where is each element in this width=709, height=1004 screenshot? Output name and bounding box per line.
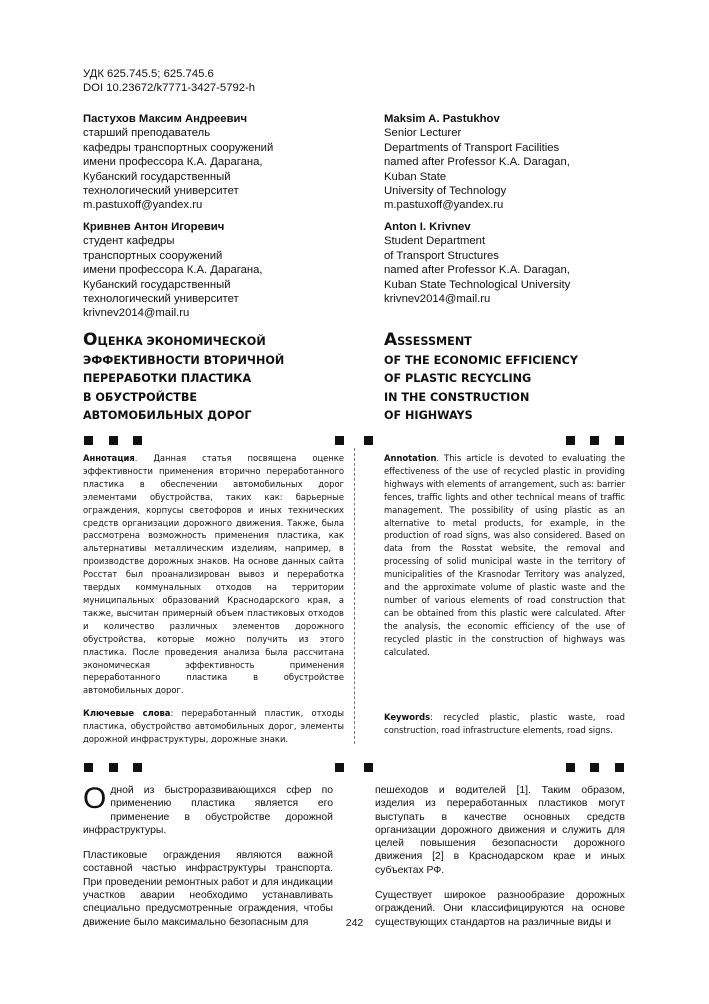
title-line: В ОБУСТРОЙСТВЕ bbox=[83, 390, 198, 404]
udk-code: УДК 625.745.5; 625.745.6 bbox=[83, 68, 214, 80]
header bbox=[83, 67, 255, 96]
body-left bbox=[83, 784, 333, 929]
author-ru-1 bbox=[83, 112, 343, 213]
author-line: студент кафедры bbox=[83, 235, 175, 248]
drop-cap: О bbox=[83, 782, 107, 815]
author-name: Пастухов Максим Андреевич bbox=[83, 113, 248, 125]
body-right bbox=[375, 784, 625, 929]
author-line: Student Department bbox=[384, 235, 486, 248]
author-line: Кубанский государственный bbox=[83, 170, 231, 183]
title-line: ЭФФЕКТИВНОСТИ ВТОРИЧНОЙ bbox=[83, 353, 285, 367]
paragraph: Пластиковые ограждения являются важной составной частью инфраструктуры транспорта. При проведении ремонтных работ и для индикации участков аварии необходимо устанавливать специально предусмотренные ограждения, чтобы движение было максимально безопасным для bbox=[83, 850, 333, 928]
author-line: of Transport Structures bbox=[384, 249, 499, 262]
square-mark bbox=[109, 436, 118, 445]
square-mark bbox=[566, 763, 575, 772]
square-mark bbox=[84, 763, 93, 772]
author-line: Departments of Transport Facilities bbox=[384, 141, 560, 154]
author-line: технологический университет bbox=[83, 293, 239, 306]
author-line: кафедры транспортных сооружений bbox=[83, 141, 274, 154]
title-line: ЦЕНКА ЭКОНОМИЧЕСКОЙ bbox=[97, 335, 266, 348]
author-line: транспортных сооружений bbox=[83, 249, 223, 262]
author-line: имени профессора К.А. Дарагана, bbox=[83, 264, 263, 277]
square-mark bbox=[615, 763, 624, 772]
title-en bbox=[384, 331, 644, 426]
abstract-text: . Данная статья посвящена оценке эффективности применения вторично переработанного пластика в обеспечении автомобильных дорог элементами обустройства, таких как: барьерные ограждения, корпусы светофоров и иных технических средств организации дорожного движения. Также, была рассмотрена возможность применения пластика, как альтернативы металлическим изделиям, например, в производстве дорожных знаков. На основе данных сайта Росстат был проанализирован вывоз и переработка твердых коммунальных отходов на территории муниципальных образований Краснодарского края, а также, высчитан примерный объем пластиковых отходов и количество различных элементов дорожного обустройства, которые можно получить из этого пластика. После проведения анализа была рассчитана экономическая эффективность применения переработанного пластика в обустройстве автомобильных дорог. bbox=[83, 453, 344, 696]
author-email[interactable]: m.pastuxoff@yandex.ru bbox=[83, 199, 203, 212]
author-email[interactable]: krivnev2014@mail.ru bbox=[384, 293, 491, 306]
square-mark bbox=[615, 436, 624, 445]
author-line: старший преподаватель bbox=[83, 127, 211, 140]
square-mark bbox=[84, 436, 93, 445]
title-line: АВТОМОБИЛЬНЫХ ДОРОГ bbox=[83, 409, 252, 423]
author-email[interactable]: krivnev2014@mail.ru bbox=[83, 307, 190, 320]
title-initial: A bbox=[384, 330, 398, 350]
author-line: Kuban State Technological University bbox=[384, 278, 571, 291]
square-mark bbox=[133, 763, 142, 772]
page-number: 242 bbox=[345, 917, 364, 929]
square-mark bbox=[335, 763, 344, 772]
doi: DOI 10.23672/k7771-3427-5792-h bbox=[83, 82, 256, 95]
author-name: Maksim A. Pastukhov bbox=[384, 113, 500, 125]
paragraph: дной из быстроразвивающихся сфер по применению пластика является его применение в обустройстве дорожной инфраструктуры. bbox=[83, 785, 333, 836]
paragraph: Существует широкое разнообразие дорожных ограждений. Они классифицируются на основе существующих стандартов на различные виды и bbox=[375, 890, 625, 928]
square-mark bbox=[364, 436, 373, 445]
title-ru bbox=[83, 331, 343, 426]
square-mark bbox=[364, 763, 373, 772]
abstract-en bbox=[384, 452, 625, 659]
square-mark bbox=[590, 436, 599, 445]
author-line: Kuban State bbox=[384, 170, 447, 183]
author-line: Кубанский государственный bbox=[83, 278, 231, 291]
keywords-label: Keywords bbox=[384, 712, 431, 722]
author-line: технологический университет bbox=[83, 185, 239, 198]
keywords-en bbox=[384, 711, 625, 737]
abstract-label: Аннотация bbox=[83, 453, 135, 463]
title-line: IN THE CONSTRUCTION bbox=[384, 390, 530, 404]
square-mark bbox=[133, 436, 142, 445]
keywords-text: : переработанный пластик, отходы пластика, обустройство автомобильных дорог, элементы дорожной инфраструктуры, дорожные знаки. bbox=[83, 708, 344, 745]
title-line: OF HIGHWAYS bbox=[384, 409, 473, 423]
square-mark bbox=[566, 436, 575, 445]
title-line: ПЕРЕРАБОТКИ ПЛАСТИКА bbox=[83, 372, 252, 386]
author-ru-2 bbox=[83, 220, 343, 321]
abstract-label: Annotation bbox=[384, 453, 437, 463]
author-line: named after Professor K.A. Daragan, bbox=[384, 264, 570, 277]
author-en-2 bbox=[384, 220, 644, 306]
abstract-ru bbox=[83, 452, 344, 746]
keywords-text: : recycled plastic, plastic waste, road construction, road infrastructure elements, road signs. bbox=[384, 712, 625, 735]
author-line: Senior Lecturer bbox=[384, 127, 462, 140]
author-name: Anton I. Krivnev bbox=[384, 221, 471, 233]
column-divider bbox=[354, 448, 355, 744]
title-line: SSESSMENT bbox=[397, 335, 472, 348]
square-mark bbox=[335, 436, 344, 445]
author-email[interactable]: m.pastuxoff@yandex.ru bbox=[384, 199, 504, 212]
author-line: имени профессора К.А. Дарагана, bbox=[83, 156, 263, 169]
title-line: OF THE ECONOMIC EFFICIENCY bbox=[384, 353, 578, 367]
square-mark bbox=[590, 763, 599, 772]
author-line: named after Professor K.A. Daragan, bbox=[384, 156, 570, 169]
abstract-text: . This article is devoted to evaluating the effectiveness of the use of recycled plastic in providing highways with elements of arrangement, such as: barrier fences, traffic lights and other technical means of traffic management. The possibility of using plastic as an alternative to metal products, for example, in the production of road signs, was also considered. Based on data from the Rosstat website, the removal and processing of solid municipal waste in the territory of municipalities of the Krasnodar Territory was analyzed, and the approximate volume of plastic waste and the number of various elements of road construction that can be obtained from this plastic were calculated. After the analysis, the economic efficiency of the use of recycled plastic in the construction of highways was calculated. bbox=[384, 453, 625, 657]
keywords-label: Ключевые слова bbox=[83, 708, 171, 719]
paragraph: пешеходов и водителей [1]. Таким образом, изделия из переработанных пластиков могут выступать в качестве основных средств организации дорожного движения и служить для целей повышения безопасности дорожного движения [2] в Краснодарском крае и иных субъектах РФ. bbox=[375, 785, 625, 876]
author-line: University of Technology bbox=[384, 185, 507, 198]
title-line: OF PLASTIC RECYCLING bbox=[384, 372, 532, 386]
title-initial: О bbox=[83, 330, 98, 350]
square-mark bbox=[109, 763, 118, 772]
author-name: Кривнев Антон Игоревич bbox=[83, 221, 225, 233]
author-en-1 bbox=[384, 112, 644, 213]
